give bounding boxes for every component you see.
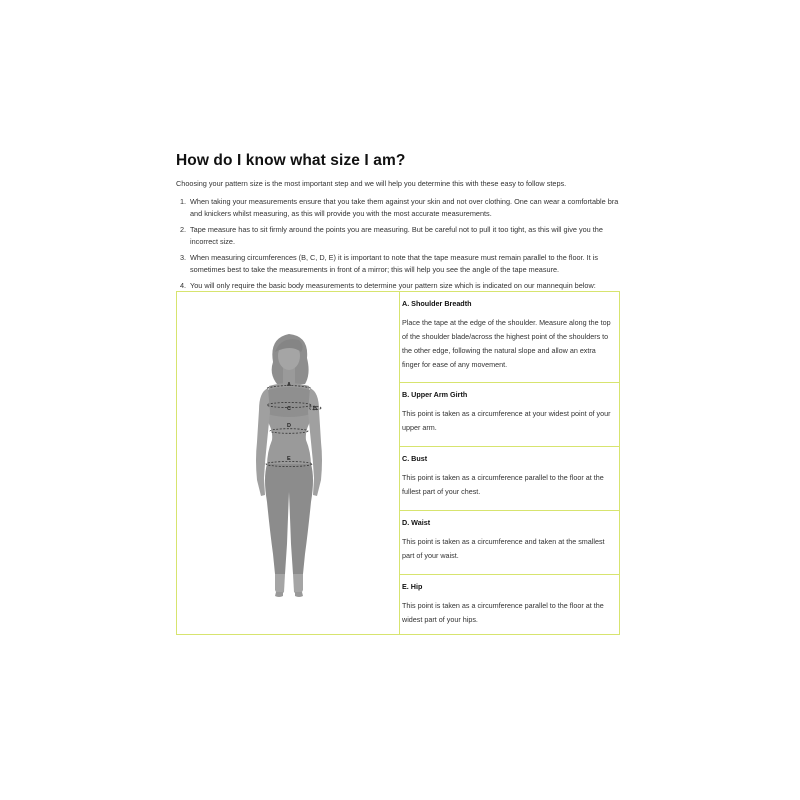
mannequin-label-c: C — [287, 406, 291, 412]
mannequin-label-d: D — [287, 423, 291, 429]
step-text: Tape measure has to sit firmly around the points you are measuring. But be careful not to pull it too tight, as this will give you the incorrect size. — [190, 225, 603, 246]
measurement-heading: E. Hip — [402, 582, 423, 591]
step-number: 3. — [180, 253, 187, 262]
mannequin-cell — [177, 292, 400, 634]
measurement-descriptions — [400, 292, 619, 634]
measurement-hip — [400, 575, 619, 634]
step-text: When measuring circumferences (B, C, D, E) it is important to note that the tape measure must remain parallel to the floor. It is sometimes best to take the measurements in front of a mirror; this will help you see the angle of the tape measure. — [190, 253, 598, 274]
step-text: You will only require the basic body measurements to determine your pattern size which is indicated on our mannequin below: — [190, 281, 596, 290]
measurement-description: This point is taken as a circumference at your widest point of your upper arm. — [402, 409, 611, 432]
step-item — [176, 280, 624, 292]
measurement-heading: D. Waist — [402, 518, 431, 527]
mannequin-label-e: E — [287, 456, 291, 462]
mannequin-illustration — [177, 292, 399, 634]
intro-text: Choosing your pattern size is the most important step and we will help you determine this with these easy to follow steps. — [176, 179, 567, 188]
mannequin-label-a: A — [287, 382, 291, 388]
step-number: 1. — [180, 197, 187, 206]
step-text: When taking your measurements ensure that you take them against your skin and not over clothing. One can wear a comfortable bra and knickers whilst measuring, as this will provide you with the most accurate measurements. — [190, 197, 619, 218]
measurement-description: This point is taken as a circumference parallel to the floor at the widest part of your hips. — [402, 601, 604, 624]
step-item — [176, 224, 624, 247]
measurement-upper-arm-girth — [400, 383, 619, 447]
mannequin-label-b: B — [313, 406, 317, 412]
measurement-description: This point is taken as a circumference parallel to the floor at the fullest part of your chest. — [402, 473, 604, 496]
steps-list — [176, 196, 624, 297]
measurement-heading: C. Bust — [402, 454, 428, 463]
measurement-bust — [400, 447, 619, 511]
measurement-heading: B. Upper Arm Girth — [402, 390, 468, 399]
page-title: How do I know what size I am? — [176, 152, 406, 169]
step-item — [176, 252, 624, 275]
measurement-table — [176, 291, 620, 635]
measurement-description: This point is taken as a circumference and taken at the smallest part of your waist. — [402, 537, 605, 560]
measurement-shoulder-breadth — [400, 292, 619, 383]
step-number: 4. — [180, 281, 187, 290]
step-item — [176, 196, 624, 219]
measurement-description: Place the tape at the edge of the shoulder. Measure along the top of the shoulder blade/across the highest point of the shoulders to the other edge, following the natural slope and allow an extra finger for ease of any movement. — [402, 318, 611, 369]
measurement-waist — [400, 511, 619, 575]
step-number: 2. — [180, 225, 187, 234]
measurement-heading: A. Shoulder Breadth — [402, 299, 472, 308]
